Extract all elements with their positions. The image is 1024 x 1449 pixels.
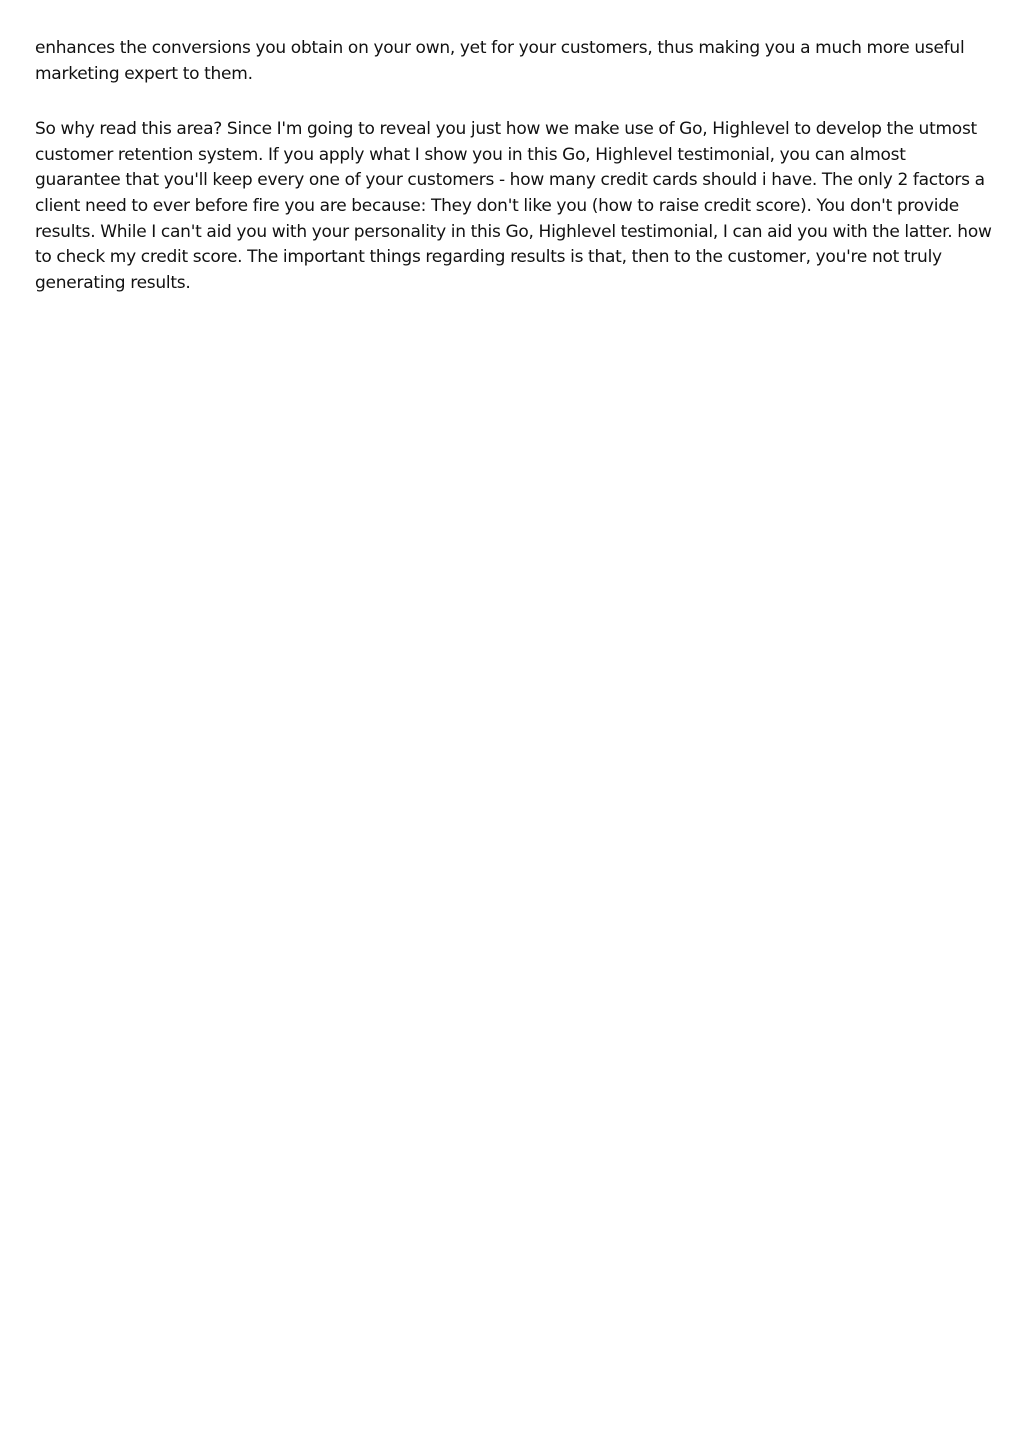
document-page (35, 36, 993, 296)
paragraph-1: enhances the conversions you obtain on your own, yet for your customers, thus making you a much more useful marketing expert to them. (35, 38, 965, 84)
paragraph-2: So why read this area? Since I'm going to reveal you just how we make use of Go, Highlevel to develop the utmost customer retention system. If you apply what I show you in this Go, Highlevel testimonial, you can almost guarantee that you'll keep every one of your customers - how many credit cards should i have. The only 2 factors a client need to ever before fire you are because: They don't like you (how to raise credit score). You don't provide results. While I can't aid you with your personality in this Go, Highlevel testimonial, I can aid you with the latter. how to check my credit score. The important things regarding results is that, then to the customer, you're not truly generating results. (35, 119, 992, 293)
